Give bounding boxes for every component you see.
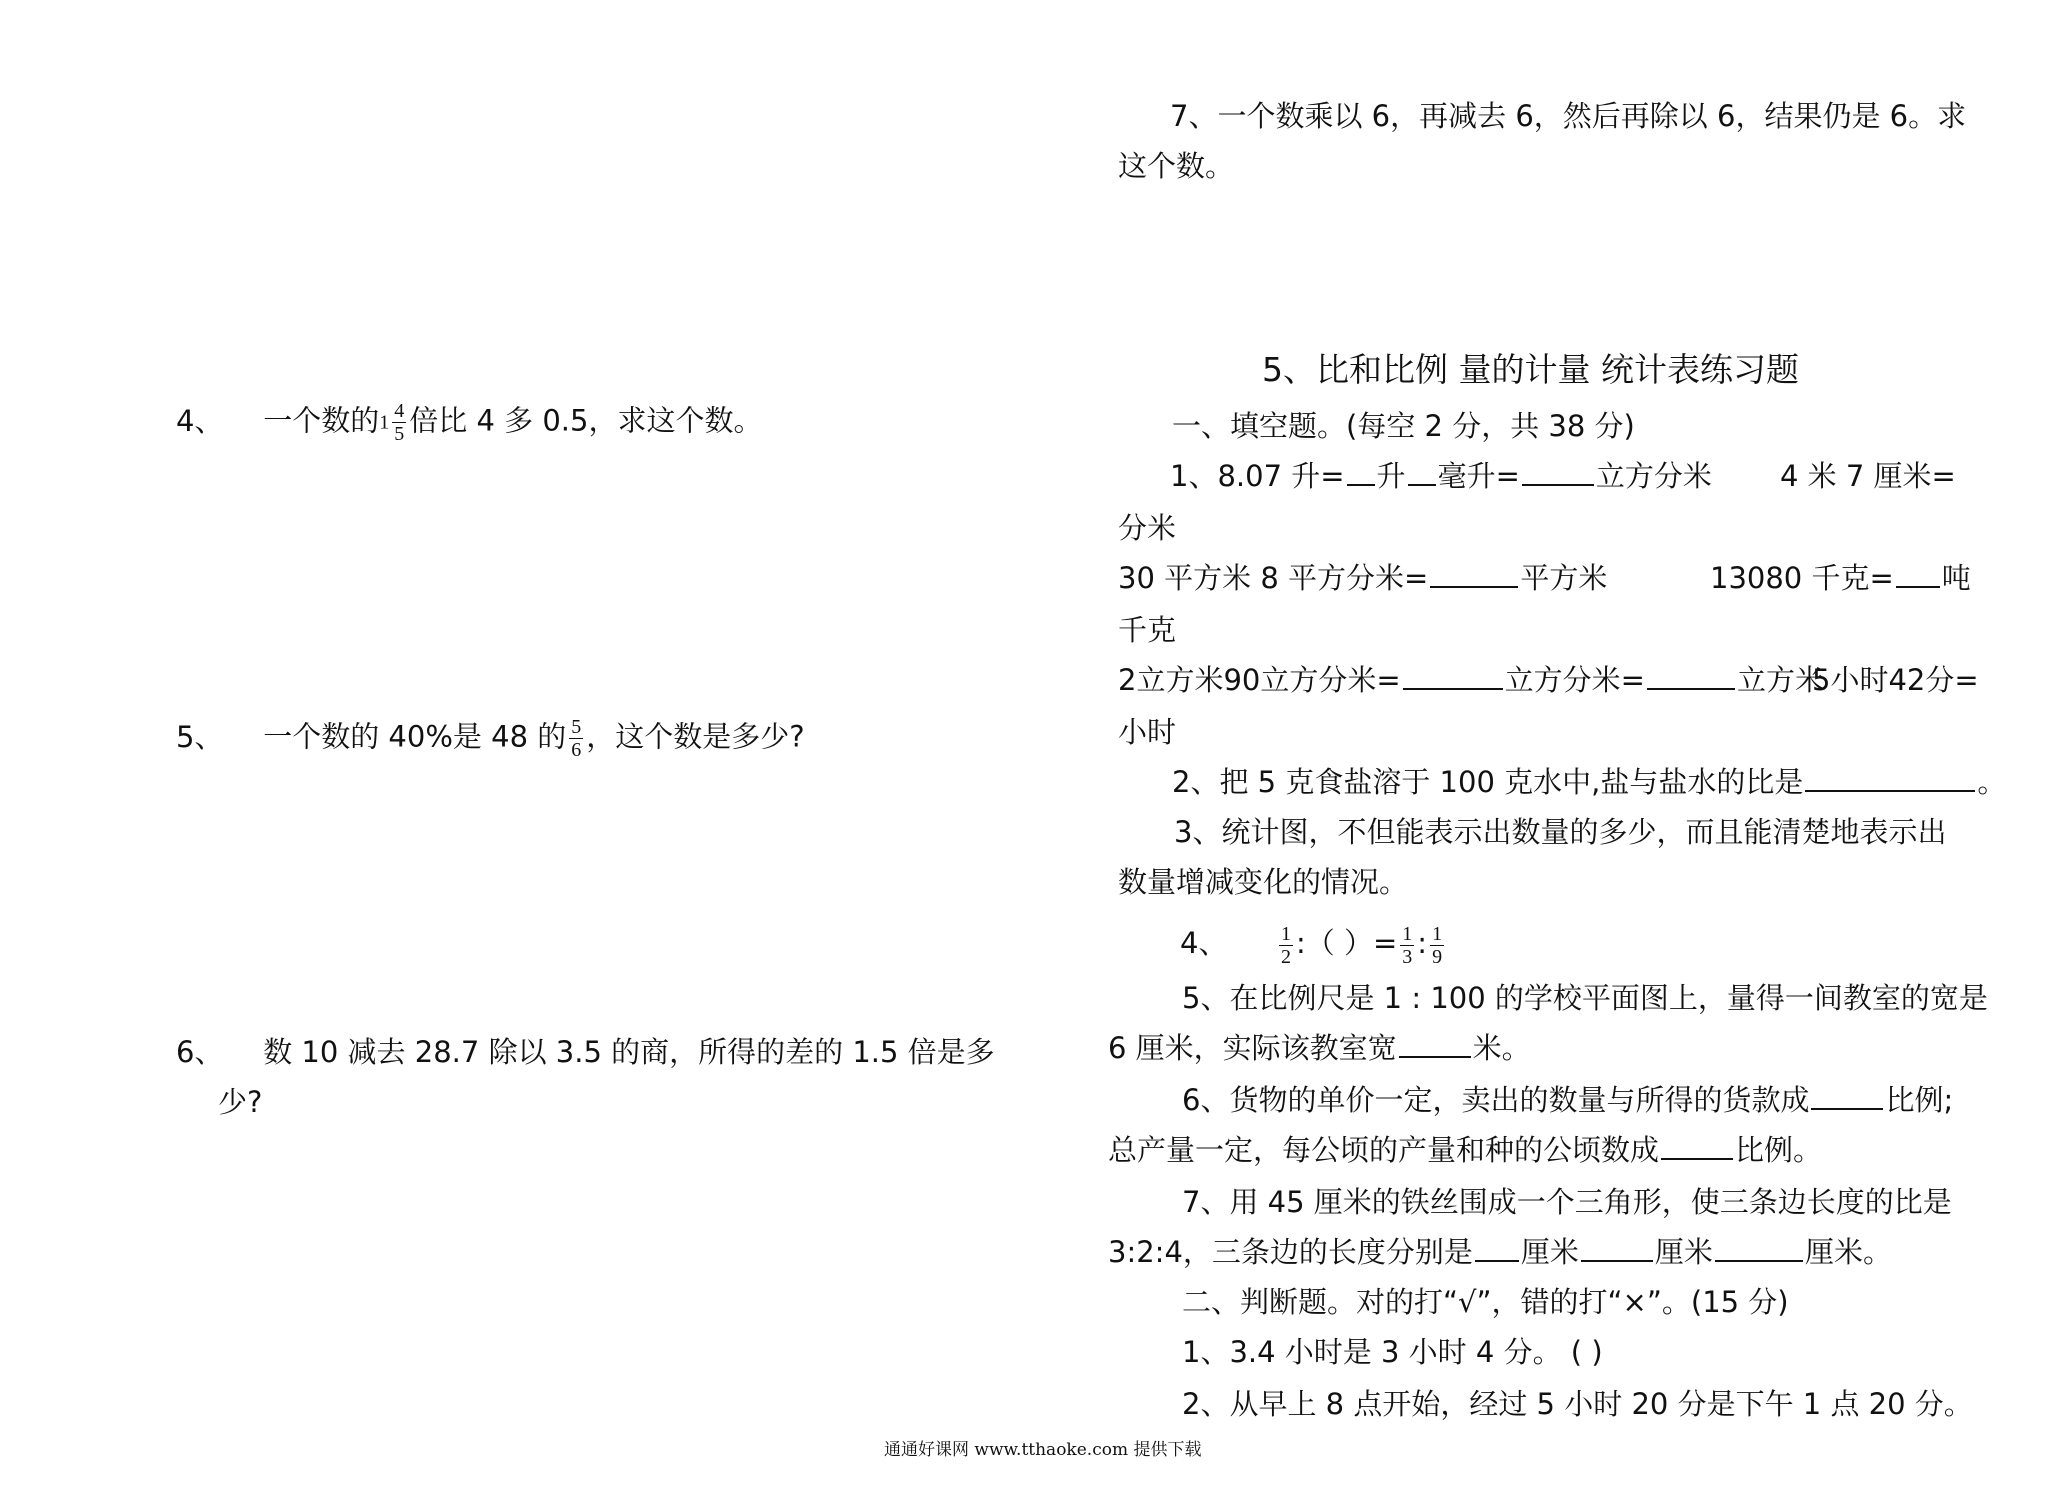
fill-item-1b: 4 米 7 厘米=	[1780, 459, 1956, 493]
fill-item-1e	[1710, 558, 1971, 598]
answer-blank[interactable]	[1661, 1132, 1733, 1160]
item-text: 厘米。	[1804, 1235, 1892, 1269]
fill-item-1h: 5小时42分=	[1812, 663, 1979, 697]
item-text: 3:2:4，三条边的长度分别是	[1108, 1235, 1473, 1269]
item-text: 6 厘米，实际该教室宽	[1108, 1031, 1397, 1065]
item-text: 立方分米	[1595, 459, 1712, 493]
section-title: 5、比和比例 量的计量 统计表练习题	[1262, 350, 1799, 389]
question-text: ，这个数是多少?	[586, 719, 805, 754]
fill-item-1i: 小时	[1118, 715, 1177, 749]
fraction-numerator: 1	[1281, 922, 1291, 945]
answer-blank[interactable]	[1347, 458, 1375, 486]
item-text: 立方米	[1736, 663, 1824, 697]
fill-item-1d	[1118, 558, 1607, 598]
question-4	[176, 400, 762, 445]
question-text: 数 10 减去 28.7 除以 3.5 的商，所得的差的 1.5 倍是多	[263, 1035, 995, 1069]
fill-item-5-line2	[1108, 1028, 1531, 1068]
answer-blank[interactable]	[1805, 764, 1975, 792]
fill-item-7-line2	[1108, 1232, 1892, 1272]
fraction-numerator: 1	[1402, 922, 1413, 945]
item-text: 米。	[1472, 1031, 1531, 1065]
fraction-numerator: 5	[571, 716, 582, 738]
fraction	[1430, 923, 1444, 968]
fill-item-6	[1182, 1080, 1953, 1120]
answer-blank[interactable]	[1522, 458, 1594, 486]
question-number: 6、	[176, 1035, 224, 1069]
answer-blank[interactable]	[1475, 1234, 1519, 1262]
question-7-line2: 这个数。	[1118, 149, 1235, 183]
item-number: 4、	[1180, 926, 1228, 960]
item-text: 立方分米=	[1504, 663, 1645, 697]
fraction	[1400, 923, 1414, 968]
answer-blank[interactable]	[1399, 1030, 1471, 1058]
item-text: 13080 千克=	[1710, 561, 1894, 595]
fill-item-4	[1180, 915, 1447, 971]
mixed-whole: 1	[379, 411, 390, 434]
fill-item-2	[1172, 762, 2006, 802]
answer-blank[interactable]	[1403, 662, 1503, 690]
answer-blank[interactable]	[1647, 662, 1735, 690]
fraction-numerator: 1	[1432, 922, 1443, 945]
item-text: 2立方米90立方分米=	[1118, 663, 1401, 697]
item-text: 厘米	[1654, 1235, 1713, 1269]
question-5	[176, 716, 805, 761]
answer-blank[interactable]	[1408, 458, 1436, 486]
answer-blank[interactable]	[1715, 1234, 1803, 1262]
fraction-denominator: 6	[571, 739, 582, 761]
fill-item-1c: 分米	[1118, 511, 1177, 545]
item-text: :	[1417, 926, 1428, 960]
item-text: 。	[1977, 765, 2007, 799]
part1-heading: 一、填空题。(每空 2 分，共 38 分)	[1172, 409, 1635, 443]
fill-item-3: 3、统计图，不但能表示出数量的多少，而且能清楚地表示出	[1174, 815, 1947, 849]
answer-blank[interactable]	[1811, 1082, 1883, 1110]
item-text: 比例;	[1885, 1083, 1954, 1117]
fill-item-3-line2: 数量增减变化的情况。	[1118, 865, 1409, 899]
item-text: 毫升=	[1437, 459, 1520, 493]
item-text: 平方米	[1520, 561, 1608, 595]
item-text: :（ ）=	[1296, 926, 1398, 960]
answer-blank[interactable]	[1430, 560, 1518, 588]
question-text: 一个数的 40%是 48 的	[263, 719, 567, 754]
footer-credit: 通通好课网 www.tthaoke.com 提供下载	[884, 1440, 1202, 1460]
item-text: 厘米	[1520, 1235, 1579, 1269]
fraction-denominator: 3	[1402, 945, 1413, 968]
fraction	[392, 400, 406, 445]
fraction-denominator: 5	[394, 423, 405, 445]
question-text: 一个数的	[263, 403, 380, 438]
judge-item-1: 1、3.4 小时是 3 小时 4 分。 ( )	[1182, 1335, 1603, 1369]
fraction-numerator: 4	[394, 400, 405, 422]
question-6-line2: 少?	[218, 1085, 263, 1119]
fill-item-6-line2	[1108, 1130, 1822, 1170]
fill-item-7: 7、用 45 厘米的铁丝围成一个三角形，使三条边长度的比是	[1182, 1185, 1952, 1219]
fill-item-1-line1	[1170, 456, 1712, 496]
part2-heading: 二、判断题。对的打“√”，错的打“×”。(15 分)	[1182, 1285, 1789, 1319]
question-7: 7、一个数乘以 6，再减去 6，然后再除以 6，结果仍是 6。求	[1170, 99, 1967, 133]
answer-blank[interactable]	[1896, 560, 1940, 588]
item-text: 30 平方米 8 平方分米=	[1118, 561, 1429, 595]
fraction-denominator: 2	[1281, 945, 1291, 968]
item-text: 1、8.07 升=	[1170, 459, 1345, 493]
judge-item-2: 2、从早上 8 点开始，经过 5 小时 20 分是下午 1 点 20 分。	[1182, 1387, 1973, 1421]
question-6	[176, 1032, 995, 1072]
answer-blank[interactable]	[1581, 1234, 1653, 1262]
fill-item-1g	[1118, 660, 1824, 700]
fraction-denominator: 9	[1432, 945, 1443, 968]
item-text: 6、货物的单价一定，卖出的数量与所得的货款成	[1182, 1083, 1810, 1117]
fraction	[1279, 923, 1293, 968]
item-text: 比例。	[1735, 1133, 1823, 1167]
question-text: 倍比 4 多 0.5，求这个数。	[409, 403, 763, 438]
fraction	[569, 716, 583, 761]
question-number: 4、	[176, 403, 224, 438]
fill-item-5: 5、在比例尺是 1 : 100 的学校平面图上，量得一间教室的宽是	[1182, 981, 1988, 1015]
item-text: 总产量一定，每公顷的产量和种的公顷数成	[1108, 1133, 1660, 1167]
item-text: 升	[1376, 459, 1406, 493]
item-text: 2、把 5 克食盐溶于 100 克水中,盐与盐水的比是	[1172, 765, 1804, 799]
fill-item-1f: 千克	[1118, 613, 1177, 647]
question-number: 5、	[176, 719, 224, 754]
item-text: 吨	[1941, 561, 1971, 595]
